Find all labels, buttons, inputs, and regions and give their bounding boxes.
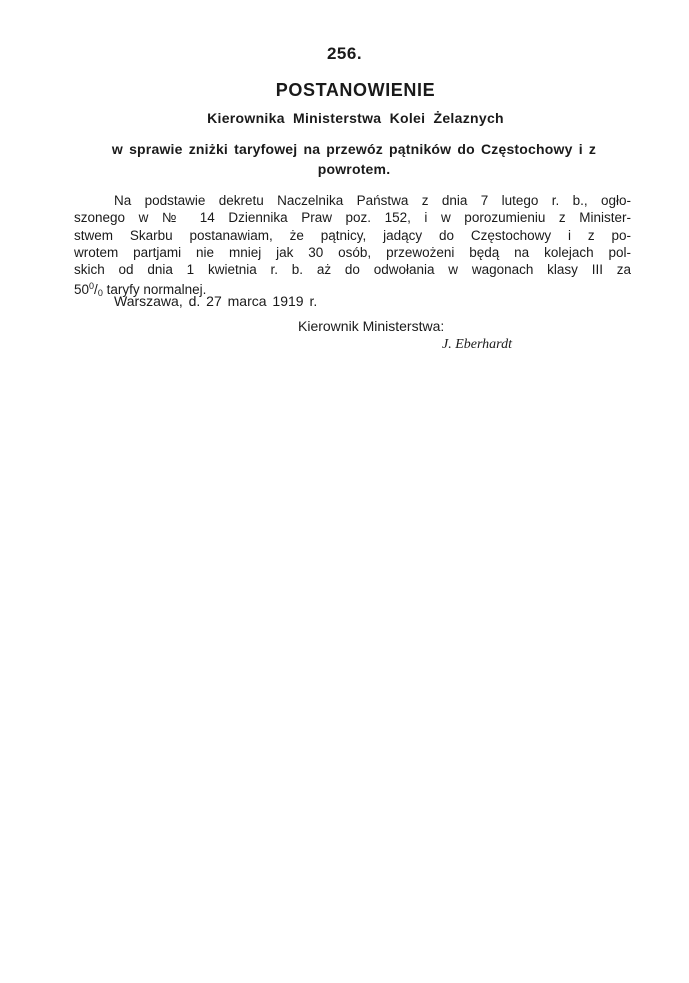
body-line: wrotem partjami nie mniej jak 30 osób, przewożeni będą na kolejach pol- — [74, 244, 631, 260]
body-line: stwem Skarbu postanawiam, że pątnicy, jadący do Częstochowy i z po- — [74, 227, 631, 243]
document-title: POSTANOWIENIE — [275, 80, 436, 100]
percent-sign-top: 0 — [89, 281, 95, 292]
issuer-line: Kierownika Ministerstwa Kolei Żelaznych — [207, 110, 504, 126]
document-number: 256. — [326, 44, 363, 63]
subject-line: w sprawie zniżki taryfowej na przewóz pątników do Częstochowy i z powrotem. — [111, 141, 597, 177]
percent-tail-text: taryfy normalnej. — [102, 282, 207, 298]
body-line: szonego w № 14 Dziennika Praw poz. 152, i w porozumieniu z Minister- — [74, 210, 631, 226]
place-and-date: Warszawa, d. 27 marca 1919 r. — [114, 293, 318, 309]
body-line: Na podstawie dekretu Naczelnika Państwa z dnia 7 lutego r. b., ogło- — [114, 193, 631, 208]
percent-sign-bottom: 0 — [97, 288, 103, 299]
body-line: skich od dnia 1 kwietnia r. b. aż do odwołania w wagonach klasy III za — [74, 262, 631, 278]
body-line-last: $50^0/_0$ taryfy normalnej. — [74, 281, 207, 299]
signature: J. Eberhardt — [442, 337, 512, 352]
body-paragraph — [74, 192, 631, 303]
signer-title: Kierownik Ministerstwa: — [298, 318, 445, 334]
percent-number: 50 — [74, 282, 90, 298]
